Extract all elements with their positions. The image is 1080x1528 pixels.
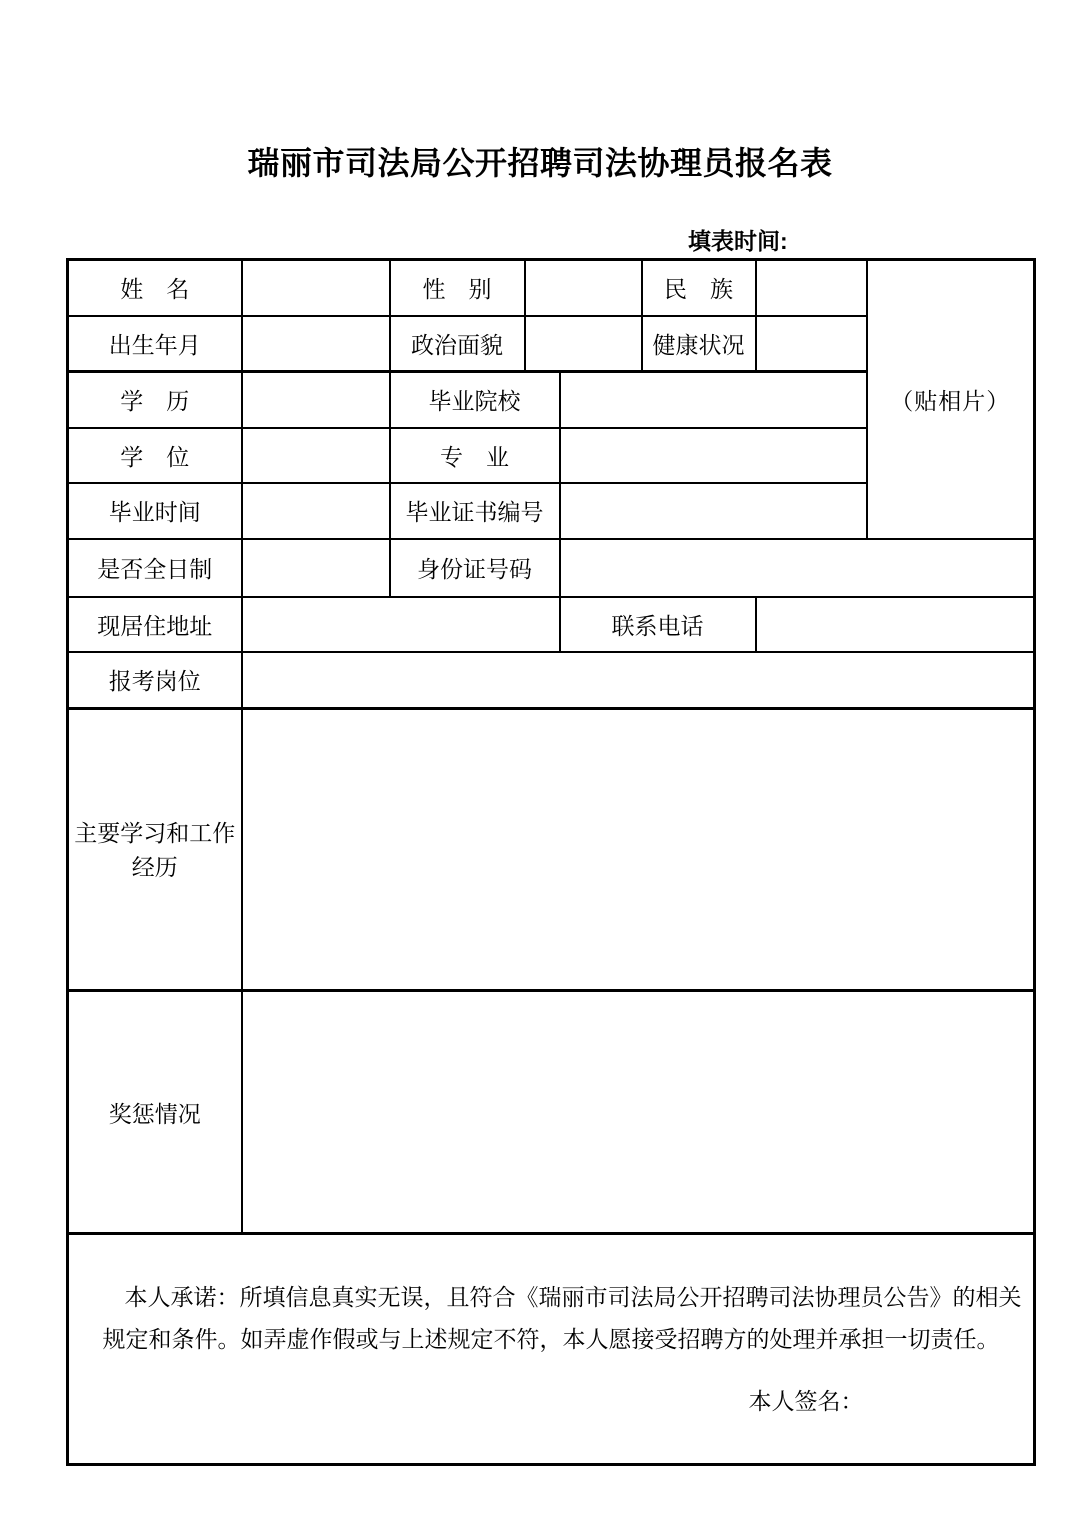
address-field-value[interactable] — [242, 597, 560, 652]
graduation-time-field-value[interactable] — [242, 483, 390, 539]
graduate-school-field-label: 毕业院校 — [390, 372, 560, 428]
ethnicity-field-label: 民 族 — [642, 260, 756, 316]
gender-field-label: 性 别 — [390, 260, 525, 316]
education-field-value[interactable] — [242, 372, 390, 428]
rewards-field-label: 奖惩情况 — [68, 991, 242, 1234]
political-status-field-label: 政治面貌 — [390, 316, 525, 372]
political-status-field-value[interactable] — [525, 316, 642, 372]
diploma-number-field-value[interactable] — [560, 483, 867, 539]
row-fulltime-id — [68, 539, 1035, 597]
diploma-number-field-label: 毕业证书编号 — [390, 483, 560, 539]
row-experience — [68, 709, 1035, 991]
declaration-text: 本人承诺：所填信息真实无误，且符合《瑞丽市司法局公开招聘司法协理员公告》的相关规定和条件。如弄虚作假或与上述规定不符，本人愿接受招聘方的处理并承担一切责任。 — [102, 1284, 1022, 1352]
full-time-field-value[interactable] — [242, 539, 390, 597]
position-field-label: 报考岗位 — [68, 652, 242, 709]
birth-date-field-value[interactable] — [242, 316, 390, 372]
name-field-value[interactable] — [242, 260, 390, 316]
photo-placeholder-cell[interactable]: （贴相片） — [867, 260, 1035, 539]
experience-field-value[interactable] — [242, 709, 1035, 991]
health-status-field-label: 健康状况 — [642, 316, 756, 372]
signature-label[interactable]: 本人签名： — [748, 1388, 864, 1414]
position-field-value[interactable] — [242, 652, 1035, 709]
row-address-phone — [68, 597, 1035, 652]
birth-date-field-label: 出生年月 — [68, 316, 242, 372]
graduation-time-field-label: 毕业时间 — [68, 483, 242, 539]
gender-field-value[interactable] — [525, 260, 642, 316]
degree-field-value[interactable] — [242, 428, 390, 483]
id-number-field-label: 身份证号码 — [390, 539, 560, 597]
major-field-label: 专 业 — [390, 428, 560, 483]
name-field-label: 姓 名 — [68, 260, 242, 316]
phone-field-label: 联系电话 — [560, 597, 756, 652]
row-name-gender-ethnicity — [68, 260, 1035, 316]
id-number-field-value[interactable] — [560, 539, 1035, 597]
full-time-field-label: 是否全日制 — [68, 539, 242, 597]
degree-field-label: 学 位 — [68, 428, 242, 483]
rewards-field-value[interactable] — [242, 991, 1035, 1234]
row-position — [68, 652, 1035, 709]
health-status-field-value[interactable] — [756, 316, 867, 372]
fill-time-label: 填表时间: — [688, 228, 788, 254]
major-field-value[interactable] — [560, 428, 867, 483]
page-title: 瑞丽市司法局公开招聘司法协理员报名表 — [247, 145, 833, 181]
address-field-label: 现居住地址 — [68, 597, 242, 652]
education-field-label: 学 历 — [68, 372, 242, 428]
row-declaration — [68, 1234, 1035, 1465]
application-form-table — [66, 258, 1036, 1466]
declaration-cell — [68, 1234, 1035, 1465]
graduate-school-field-value[interactable] — [560, 372, 867, 428]
phone-field-value[interactable] — [756, 597, 1035, 652]
experience-field-label: 主要学习和工作经历 — [68, 709, 242, 991]
ethnicity-field-value[interactable] — [756, 260, 867, 316]
row-rewards — [68, 991, 1035, 1234]
